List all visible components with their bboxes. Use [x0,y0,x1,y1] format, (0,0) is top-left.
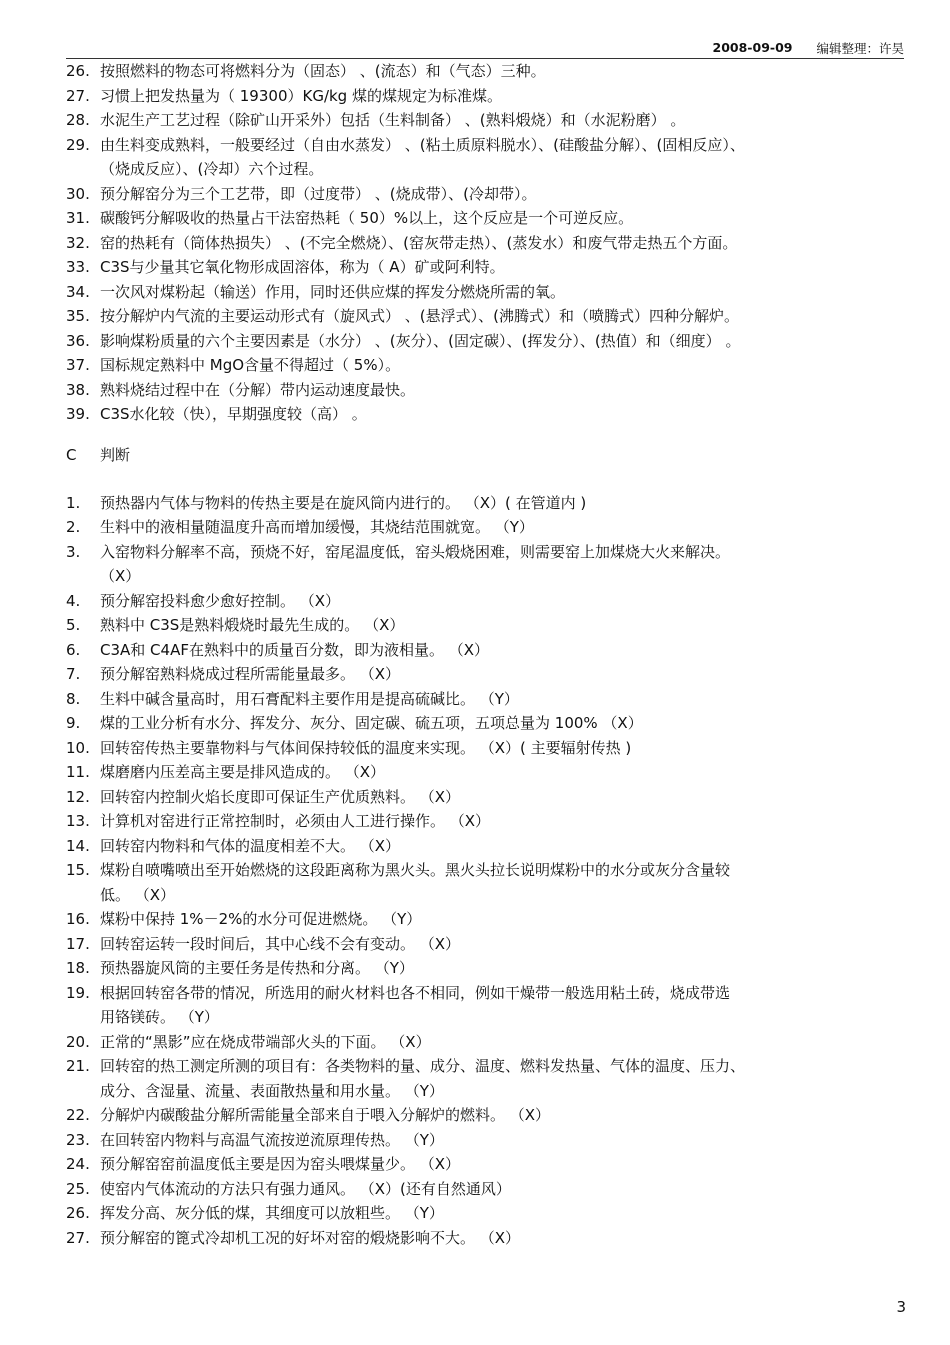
item-number: 39. [66,405,90,423]
item-text: 熟料烧结过程中在（分解）带内运动速度最快。 [100,380,416,399]
item-text: 预分解窑投料愈少愈好控制。 （X） [100,591,341,610]
item-number: 26. [66,1204,90,1222]
list-item [66,108,916,133]
page-header [66,37,904,59]
item-number: 30. [66,184,90,203]
item-number: 16. [66,910,90,928]
list-item [66,589,916,614]
list-item [66,1177,916,1202]
list-item [66,785,916,810]
list-item [66,515,916,540]
item-number: 25. [66,1179,90,1198]
item-text: 按照燃料的物态可将燃料分为（固态） 、(流态）和（气态）三种。 [100,62,546,80]
section-title: 判断 [100,445,131,464]
item-number: 2. [66,518,81,536]
list-item [66,932,916,957]
list-item [66,613,916,638]
item-number: 32. [66,233,90,252]
list-item [66,809,916,834]
list-item [66,378,916,403]
item-text: 计算机对窑进行正常控制时，必须由人工进行操作。 （X） [100,812,491,830]
list-item [66,255,916,280]
item-continuation: （X） [100,567,141,585]
item-number: 35. [66,307,90,325]
fill-in-list [66,59,916,427]
item-text: 习惯上把发热量为（ 19300）KG/kg 煤的煤规定为标准煤。 [100,86,502,105]
item-number: 31. [66,209,90,227]
item-number: 1. [66,493,81,512]
header-date: 2008-09-09 [712,40,793,55]
list-item [66,1128,916,1153]
list-item [66,491,916,516]
list-item [66,711,916,736]
item-text: C3S与少量其它氧化物形成固溶体，称为（ A）矿或阿利特。 [100,258,505,276]
item-continuation: 成分、含湿量、流量、表面散热量和用水量。 （Y） [100,1081,444,1100]
item-text: C3S水化较（快），早期强度较（高） 。 [100,405,367,423]
item-number: 10. [66,738,90,757]
list-item [66,59,916,84]
list-item [66,329,916,354]
list-item [66,834,916,859]
list-item [66,1054,916,1079]
list-item [66,353,916,378]
item-text: 使窑内气体流动的方法只有强力通风。 （X）(还有自然通风） [100,1179,511,1198]
item-number: 28. [66,111,90,129]
item-number: 29. [66,135,90,154]
item-number: 21. [66,1057,90,1075]
item-number: 7. [66,665,81,683]
item-number: 37. [66,356,90,374]
list-item [66,1152,916,1177]
list-item [66,304,916,329]
item-text: 生料中碱含量高时，用石膏配料主要作用是提高硫碱比。 （Y） [100,689,519,708]
item-text: 熟料中 C3S是熟料煅烧时最先生成的。 （X） [100,616,405,634]
list-item [66,956,916,981]
item-text: 入窑物料分解率不高，预烧不好，窑尾温度低，窑头煅烧困难，则需要窑上加煤烧大火来解决。 [100,542,731,561]
list-item [66,182,916,207]
list-item [66,736,916,761]
list-item [66,231,916,256]
page-number: 3 [896,1298,906,1316]
item-text: 预热器旋风筒的主要任务是传热和分离。 （Y） [100,959,414,977]
list-item [66,1103,916,1128]
item-number: 33. [66,258,90,276]
judgement-list [66,491,916,1251]
list-item [66,1030,916,1055]
item-number: 14. [66,836,90,855]
header-editor: 编辑整理：许昊 [816,40,904,56]
item-number: 9. [66,714,81,732]
item-number: 5. [66,616,81,634]
item-text: 回转窑内物料和气体的温度相差不大。 （X） [100,836,401,855]
item-number: 26. [66,62,90,80]
item-text: 影响煤粉质量的六个主要因素是（水分） 、(灰分）、(固定碳）、(挥发分）、(热值）和（细度） 。 [100,331,741,350]
item-continuation: （烧成反应）、(冷却）六个过程。 [100,160,324,178]
item-text: 回转窑运转一段时间后，其中心线不会有变动。 （X） [100,934,461,953]
item-number: 17. [66,934,90,953]
list-item [66,540,916,565]
item-number: 34. [66,282,90,301]
list-item [66,1226,916,1251]
item-number: 27. [66,1228,90,1247]
list-item [66,687,916,712]
list-item [66,402,916,427]
item-number: 20. [66,1032,90,1051]
list-item [66,907,916,932]
list-item [66,280,916,305]
item-number: 8. [66,689,81,708]
item-text: C3A和 C4AF在熟料中的质量百分数，即为液相量。 （X） [100,640,489,659]
list-item [66,662,916,687]
item-text: 预分解窑熟料烧成过程所需能量最多。 （X） [100,665,401,683]
section-letter: C [66,445,77,464]
list-item [66,981,916,1006]
item-text: 由生料变成熟料，一般要经过（自由水蒸发） 、(粘土质原料脱水）、(硅酸盐分解）、(固相反应）、 [100,135,745,154]
item-number: 38. [66,380,90,399]
item-text: 水泥生产工艺过程（除矿山开采外）包括（生料制备） 、(熟料煅烧）和（水泥粉磨） 。 [100,111,686,129]
list-item [66,858,916,883]
item-number: 18. [66,959,90,977]
item-number: 13. [66,812,90,830]
list-item [66,84,916,109]
item-text: 预分解窑分为三个工艺带，即（过度带） 、(烧成带）、(冷却带）。 [100,184,537,203]
item-number: 12. [66,787,90,806]
item-text: 生料中的液相量随温度升高而增加缓慢，其烧结范围就宽。 （Y） [100,518,534,536]
item-number: 11. [66,763,90,781]
item-text: 按分解炉内气流的主要运动形式有（旋风式） 、(悬浮式）、(沸腾式）和（喷腾式）四种分解炉。 [100,307,739,325]
item-text: 挥发分高、灰分低的煤，其细度可以放粗些。 （Y） [100,1204,444,1222]
list-item [66,760,916,785]
item-text: 煤粉自喷嘴喷出至开始燃烧的这段距离称为黑火头。黑火头拉长说明煤粉中的水分或灰分含量较 [100,861,731,879]
item-text: 正常的“黑影”应在烧成带端部火头的下面。 （X） [100,1032,431,1051]
item-text: 煤磨磨内压差高主要是排风造成的。 （X） [100,763,386,781]
section-heading [66,443,916,467]
item-text: 分解炉内碳酸盐分解所需能量全部来自于喂入分解炉的燃料。 （X） [100,1106,551,1124]
item-number: 6. [66,640,81,659]
item-text: 根据回转窑各带的情况，所选用的耐火材料也各不相同，例如干燥带一般选用粘土砖，烧成带选 [100,983,731,1002]
item-text: 回转窑内控制火焰长度即可保证生产优质熟料。 （X） [100,787,461,806]
list-item [66,1201,916,1226]
item-number: 3. [66,542,81,561]
item-number: 22. [66,1106,90,1124]
item-text: 窑的热耗有（筒体热损失） 、(不完全燃烧）、(窑灰带走热）、(蒸发水）和废气带走热五个方面。 [100,233,738,252]
item-text: 回转窑传热主要靠物料与气体间保持较低的温度来实现。 （X）( 主要辐射传热 ) [100,738,632,757]
item-number: 4. [66,591,81,610]
item-text: 预热器内气体与物料的传热主要是在旋风筒内进行的。 （X）( 在管道内 ) [100,493,587,512]
item-number: 23. [66,1130,90,1149]
item-text: 一次风对煤粉起（输送）作用，同时还供应煤的挥发分燃烧所需的氧。 [100,282,566,301]
list-item [66,638,916,663]
item-text: 国标规定熟料中 MgO含量不得超过（ 5%）。 [100,356,401,374]
item-number: 24. [66,1155,90,1173]
item-continuation: 用铬镁砖。 （Y） [100,1008,219,1026]
list-item [66,206,916,231]
item-text: 预分解窑窑前温度低主要是因为窑头喂煤量少。 （X） [100,1155,461,1173]
item-text: 在回转窑内物料与高温气流按逆流原理传热。 （Y） [100,1130,444,1149]
item-text: 预分解窑的篦式冷却机工况的好坏对窑的煅烧影响不大。 （X） [100,1228,521,1247]
item-text: 煤粉中保持 1%－2%的水分可促进燃烧。 （Y） [100,910,422,928]
document-body [66,59,916,1250]
item-number: 15. [66,861,90,879]
item-number: 19. [66,983,90,1002]
item-text: 煤的工业分析有水分、挥发分、灰分、固定碳、硫五项，五项总量为 100% （X） [100,714,643,732]
item-number: 27. [66,86,90,105]
list-item [66,133,916,158]
item-continuation: 低。 （X） [100,885,176,904]
item-number: 36. [66,331,90,350]
item-text: 回转窑的热工测定所测的项目有：各类物料的量、成分、温度、燃料发热量、气体的温度、压力、 [100,1057,746,1075]
item-text: 碳酸钙分解吸收的热量占干法窑热耗（ 50）%以上，这个反应是一个可逆反应。 [100,209,634,227]
